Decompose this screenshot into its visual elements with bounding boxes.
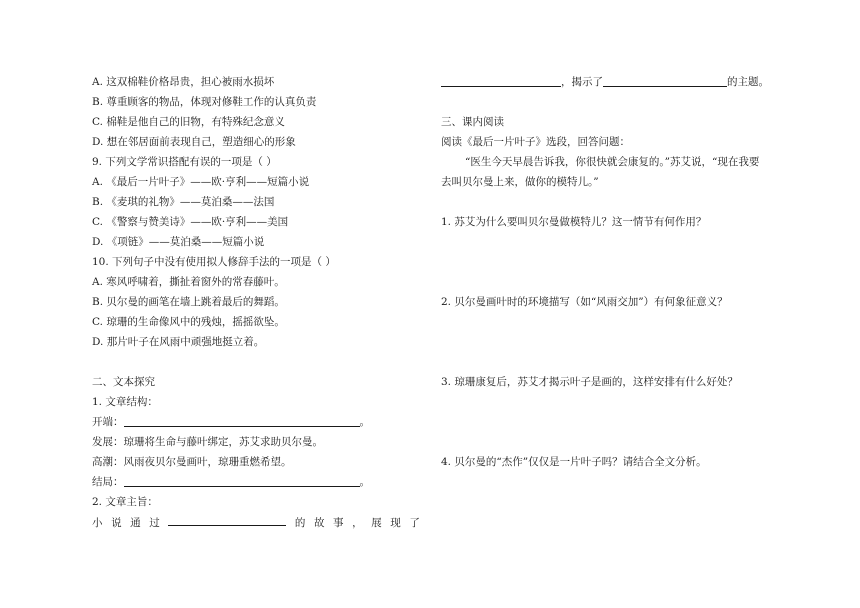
theme-blank-2[interactable]: [441, 73, 561, 87]
structure-start: 开端： 。: [92, 412, 422, 432]
q10-option-a: A. 寒风呼啸着，撕扯着窗外的常春藤叶。: [92, 276, 285, 288]
q9-option-c: C. 《警察与赞美诗》——欧·亨利——美国: [92, 216, 289, 228]
q8-option-a: A. 这双棉鞋价格昂贵，担心被雨水损坏: [92, 76, 275, 88]
q8-option-b: B. 尊重顾客的物品，体现对修鞋工作的认真负责: [92, 96, 317, 108]
q8-option-d: D. 想在邻居面前表现自己，塑造细心的形象: [92, 136, 296, 148]
theme-blank-1[interactable]: [168, 512, 286, 526]
reading-question-1: 1. 苏艾为什么要叫贝尔曼做模特儿？这一情节有何作用？: [441, 216, 707, 228]
theme-blank-3[interactable]: [603, 73, 727, 87]
structure-start-label: 开端：: [92, 416, 124, 428]
right-column: [441, 72, 781, 472]
q10-option-d: D. 那片叶子在风雨中顽强地挺立着。: [92, 336, 265, 348]
excerpt-line-2: 去叫贝尔曼上来，做你的模特儿。”: [441, 176, 599, 188]
structure-end: 结局： 。: [92, 472, 422, 492]
q10-stem: 10. 下列句子中没有使用拟人修辞手法的一项是（ ）: [92, 256, 336, 268]
structure-title: 1. 文章结构：: [92, 396, 158, 408]
section-3-title: 三、课内阅读: [441, 116, 504, 128]
excerpt-line-1: “医生今天早晨告诉我，你很快就会康复的。”苏艾说，“现在我要: [465, 156, 760, 168]
structure-climax: 高潮：风雨夜贝尔曼画叶，琼珊重燃希望。: [92, 456, 292, 468]
reading-question-2: 2. 贝尔曼画叶时的环境描写（如“风雨交加”）有何象征意义？: [441, 296, 728, 308]
theme-line: 小 说 通 过 的 故 事 ， 展 现 了: [92, 512, 420, 532]
q10-option-c: C. 琼珊的生命像风中的残烛，摇摇欲坠。: [92, 316, 285, 328]
theme-continuation: ，揭示了 的主题。: [441, 72, 781, 92]
theme-title: 2. 文章主旨：: [92, 496, 158, 508]
structure-development: 发展：琼珊将生命与藤叶绑定，苏艾求助贝尔曼。: [92, 436, 323, 448]
q8-option-c: C. 棉鞋是他自己的旧物，有特殊纪念意义: [92, 116, 285, 128]
reading-intro: 阅读《最后一片叶子》选段，回答问题：: [441, 136, 630, 148]
left-column: [92, 72, 422, 532]
section-2-title: 二、文本探究: [92, 376, 155, 388]
structure-start-blank[interactable]: [124, 413, 360, 427]
q9-option-b: B. 《麦琪的礼物》——莫泊桑——法国: [92, 196, 275, 208]
reading-question-4: 4. 贝尔曼的“杰作”仅仅是一片叶子吗？请结合全文分析。: [441, 456, 707, 468]
q10-option-b: B. 贝尔曼的画笔在墙上跳着最后的舞蹈。: [92, 296, 285, 308]
reading-question-3: 3. 琼珊康复后，苏艾才揭示叶子是画的，这样安排有什么好处？: [441, 376, 738, 388]
structure-end-blank[interactable]: [124, 473, 360, 487]
structure-end-label: 结局：: [92, 476, 124, 488]
q9-stem: 9. 下列文学常识搭配有误的一项是（ ）: [92, 156, 277, 168]
q9-option-d: D. 《项链》——莫泊桑——短篇小说: [92, 236, 265, 248]
q9-option-a: A. 《最后一片叶子》——欧·亨利——短篇小说: [92, 176, 310, 188]
